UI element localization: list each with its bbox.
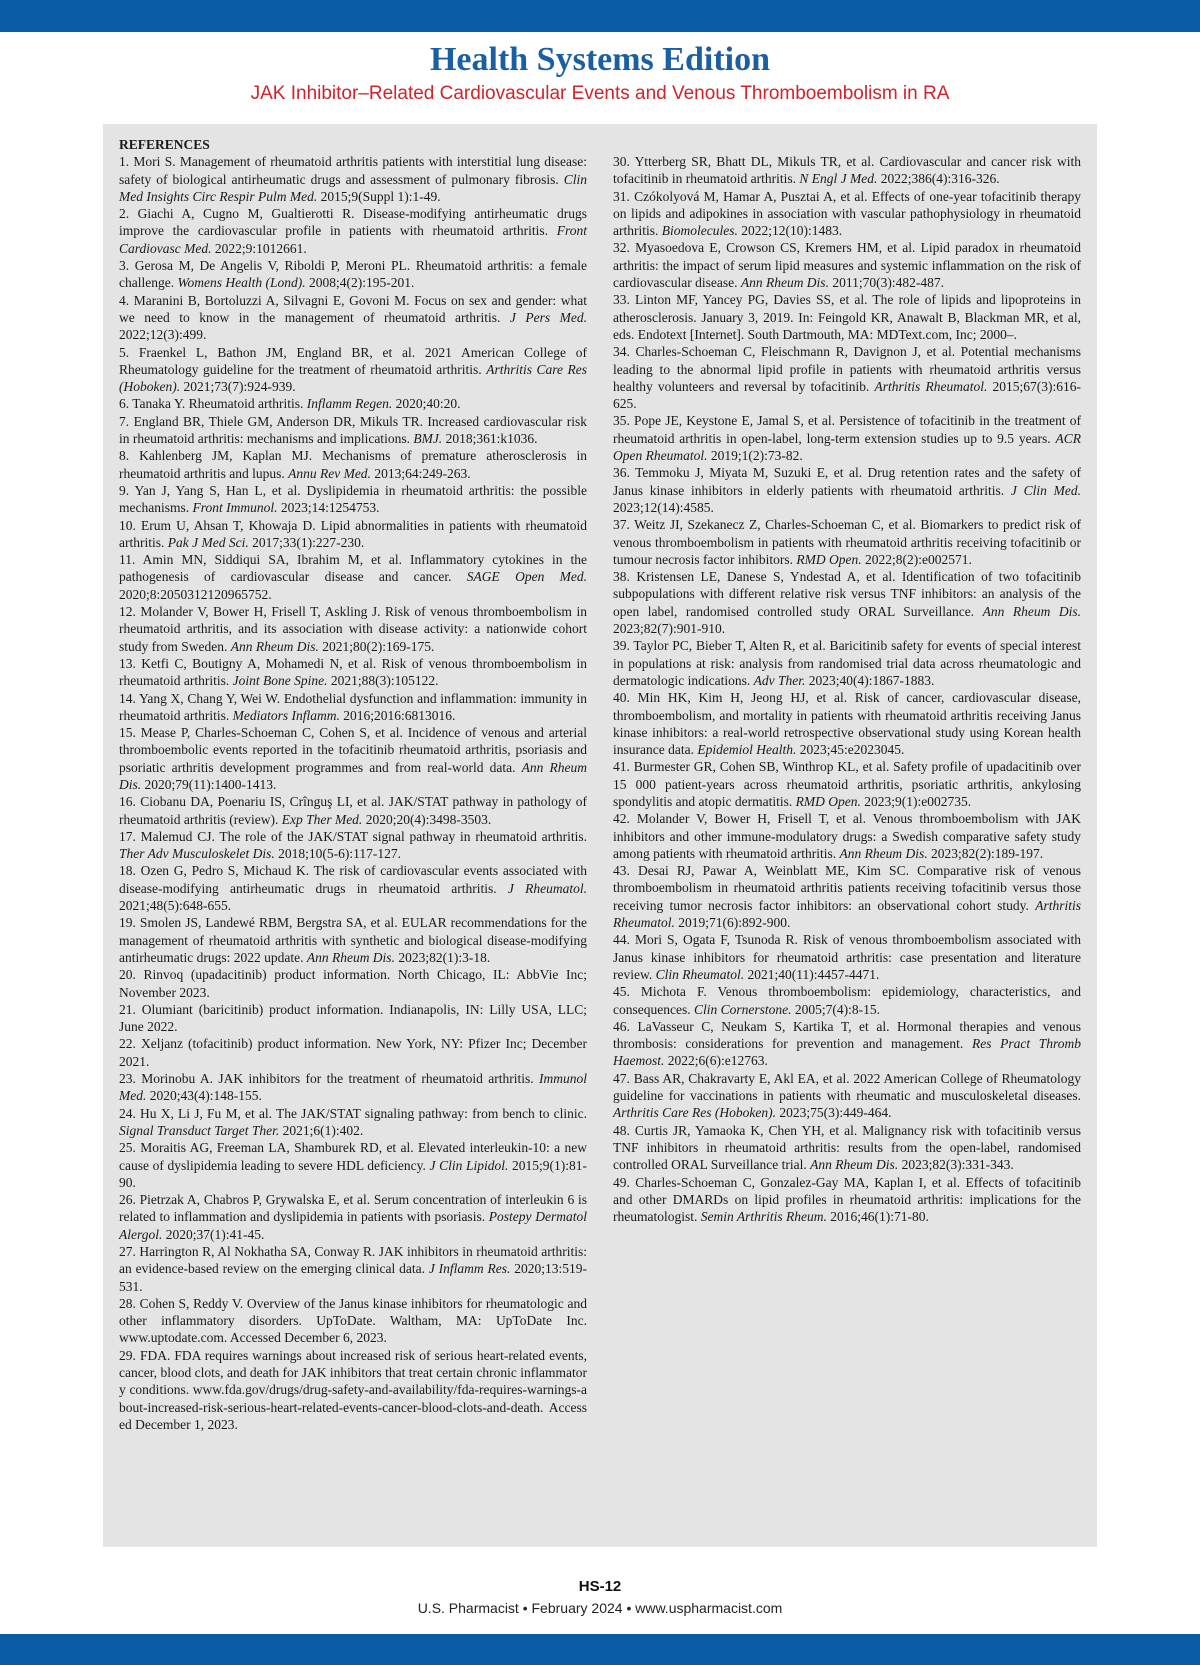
reference-citation: 2020;40:20.: [392, 396, 461, 412]
reference-text: 13. Ketfi C, Boutigny A, Mohamedi N, et al. Risk of venous thromboembolism in rheumatoid arthritis.: [119, 655, 587, 689]
reference-item: [613, 1018, 1081, 1070]
reference-journal: Ann Rheum Dis.: [982, 603, 1081, 619]
reference-text: 29. FDA. FDA requires warnings about increased risk of serious heart-related events, cancer, blood clots, and death for JAK inhibitors that treat certain chronic inflammatory conditions. www.fda.gov/drugs/drug-safety-and-availability/fda-requires-warnings-about-increased-risk-serious-heart-related-events-cancer-blood-clots-and-death. Accessed December 1, 2023.: [119, 1347, 587, 1432]
reference-journal: Mediators Inflamm.: [232, 707, 340, 723]
reference-item: [613, 239, 1081, 291]
reference-item: [613, 689, 1081, 758]
reference-text: 20. Rinvoq (upadacitinib) product information. North Chicago, IL: AbbVie Inc; November 2023.: [119, 967, 587, 1000]
references-heading: REFERENCES: [119, 137, 210, 152]
reference-text: 36. Temmoku J, Miyata M, Suzuki E, et al. Drug retention rates and the safety of Janus kinase inhibitors in elderly patients with rheumatoid arthritis.: [613, 465, 1081, 498]
reference-text: 47. Bass AR, Chakravarty E, Akl EA, et al. 2022 American College of Rheumatology guideline for vaccinations in patients with rheumatic and musculoskeletal diseases.: [613, 1070, 1081, 1104]
reference-text: 8. Kahlenberg JM, Kaplan MJ. Mechanisms of premature atherosclerosis in rheumatoid arthritis and lupus.: [119, 448, 587, 481]
reference-citation: 2020;43(4):148-155.: [146, 1088, 262, 1104]
reference-journal: N Engl J Med.: [799, 171, 878, 187]
reference-citation: 2019;1(2):73-82.: [707, 448, 803, 464]
reference-item: [119, 793, 587, 828]
reference-item: [613, 568, 1081, 637]
reference-citation: 2023;12(14):4585.: [613, 499, 714, 515]
reference-journal: ACR Open Rheumatol.: [613, 430, 1081, 464]
reference-item: [119, 551, 587, 603]
reference-journal: Biomolecules.: [661, 223, 738, 239]
reference-journal: J Inflamm Res.: [428, 1261, 511, 1277]
reference-citation: 2019;71(6):892-900.: [674, 915, 791, 931]
reference-item: [119, 1347, 587, 1433]
reference-text: 14. Yang X, Chang Y, Wei W. Endothelial dysfunction and inflammation: immunity in rheumatoid arthritis.: [119, 690, 587, 723]
reference-journal: Res Pract Thromb Haemost.: [613, 1036, 1081, 1069]
reference-journal: J Clin Med.: [1010, 482, 1081, 498]
reference-journal: Ann Rheum Dis.: [839, 845, 928, 861]
reference-journal: Ann Rheum Dis.: [810, 1157, 899, 1173]
reference-journal: Semin Arthritis Rheum.: [700, 1209, 827, 1225]
reference-journal: BMJ.: [413, 431, 443, 447]
reference-citation: 2011;70(3):482-487.: [828, 275, 944, 291]
reference-journal: Clin Cornerstone.: [693, 1001, 792, 1017]
references-column-left: [119, 136, 587, 1433]
reference-item: [119, 1001, 587, 1036]
reference-item: [119, 966, 587, 1001]
reference-journal: Clin Rheumatol.: [655, 966, 745, 982]
reference-citation: 2022;386(4):316-326.: [877, 171, 1000, 187]
reference-item: [119, 413, 587, 448]
reference-citation: 2017;33(1):227-230.: [248, 534, 365, 550]
reference-citation: 2016;2016:6813016.: [339, 707, 456, 723]
reference-citation: 2022;6(6):e12763.: [664, 1053, 768, 1069]
reference-item: [613, 1122, 1081, 1174]
reference-citation: 2022;12(10):1483.: [737, 223, 843, 239]
bottom-color-band: [0, 1634, 1200, 1665]
reference-text: 40. Min HK, Kim H, Jeong HJ, et al. Risk of cancer, cardiovascular disease, thromboembolism, and mortality in patients with rheumatoid arthritis receiving Janus kinase inhibitors: a real-world retrospective observational study using Korean health insurance data.: [613, 690, 1081, 758]
reference-citation: 2023;75(3):449-464.: [775, 1105, 892, 1121]
reference-text: 17. Malemud CJ. The role of the JAK/STAT signal pathway in rheumatoid arthritis.: [119, 828, 587, 844]
article-subtitle: JAK Inhibitor–Related Cardiovascular Events and Venous Thromboembolism in RA: [250, 83, 950, 104]
reference-item: [613, 343, 1081, 412]
reference-item: [613, 412, 1081, 464]
reference-citation: 2021;6(1):402.: [279, 1122, 364, 1138]
reference-text: 34. Charles-Schoeman C, Fleischmann R, Davignon J, et al. Potential mechanisms leading to the abnormal lipid profile in patients with rheumatoid arthritis versus healthy volunteers and reversal by tofacitinib.: [613, 344, 1081, 394]
reference-journal: Womens Health (Lond).: [177, 275, 306, 291]
reference-citation: 2018;10(5-6):117-127.: [274, 846, 401, 862]
reference-citation: 2021;73(7):924-939.: [180, 379, 296, 395]
reference-citation: 2021;48(5):648-655.: [119, 898, 232, 914]
reference-citation: 2023;14:1254753.: [277, 500, 380, 516]
reference-text: 7. England BR, Thiele GM, Anderson DR, Mikuls TR. Increased cardiovascular risk in rheumatoid arthritis: mechanisms and implications.: [119, 413, 587, 447]
reference-item: [119, 655, 587, 690]
reference-journal: Exp Ther Med.: [281, 811, 363, 827]
reference-text: 33. Linton MF, Yancey PG, Davies SS, et al. The role of lipids and lipoproteins in atherosclerosis. January 3, 2019. In: Feingold KR, Anawalt B, Blackman MR, et al, eds. Endotext [Internet]. South Dartmouth, MA: MDText.com, Inc; 2000–.: [613, 292, 1081, 342]
reference-text: 2. Giachi A, Cugno M, Gualtierotti R. Disease-modifying antirheumatic drugs improve the cardiovascular profile in patients with rheumatoid arthritis.: [119, 206, 587, 239]
reference-citation: 2015;67(3):616-625.: [613, 378, 1081, 412]
reference-item: [613, 153, 1081, 188]
reference-journal: Epidemiol Health.: [697, 742, 797, 758]
reference-citation: 2013;64:249-263.: [370, 465, 471, 481]
reference-item: [119, 447, 587, 482]
reference-citation: 2022;12(3):499.: [119, 327, 207, 343]
reference-citation: 2023;40(4):1867-1883.: [805, 672, 935, 688]
reference-text: 43. Desai RJ, Pawar A, Weinblatt ME, Kim SC. Comparative risk of venous thromboembolism in rheumatoid arthritis patients receiving tofacitinib versus those receiving tumor necrosis factor inhibitors: an observational cohort study.: [613, 863, 1081, 913]
reference-journal: Clin Med Insights Circ Respir Pulm Med.: [119, 171, 587, 204]
reference-citation: 2020;20(4):3498-3503.: [362, 811, 492, 827]
reference-item: [119, 1035, 587, 1070]
reference-journal: Ann Rheum Dis.: [230, 638, 319, 654]
reference-text: 32. Myasoedova E, Crowson CS, Kremers HM, et al. Lipid paradox in rheumatoid arthritis: the impact of serum lipid measures and systemic inflammation on the risk of cardiovascular disease.: [613, 240, 1081, 291]
reference-citation: 2023;9(1):e002735.: [860, 793, 972, 809]
reference-journal: Ther Adv Musculoskelet Dis.: [119, 846, 275, 862]
reference-text: 6. Tanaka Y. Rheumatoid arthritis.: [119, 396, 307, 412]
reference-text: 18. Ozen G, Pedro S, Michaud K. The risk of cardiovascular events associated with disease-modifying antirheumatic drugs in rheumatoid arthritis.: [119, 863, 587, 896]
reference-text: 45. Michota F. Venous thromboembolism: epidemiology, characteristics, and consequences.: [613, 984, 1081, 1017]
references-column-right: [613, 136, 1081, 1433]
reference-text: 24. Hu X, Li J, Fu M, et al. The JAK/STAT signaling pathway: from bench to clinic.: [119, 1105, 587, 1121]
reference-journal: Arthritis Care Res (Hoboken).: [119, 361, 587, 395]
reference-item: [119, 205, 587, 257]
reference-journal: RMD Open.: [795, 793, 861, 809]
reference-item: [119, 724, 587, 793]
reference-text: 38. Kristensen LE, Danese S, Yndestad A, et al. Identification of two tofacitinib subpopulations with different relative risk versus TNF inhibitors: an analysis of the open label, randomised controlled study ORAL Surveillance.: [613, 569, 1081, 619]
reference-text: 30. Ytterberg SR, Bhatt DL, Mikuls TR, et al. Cardiovascular and cancer risk with tofacitinib in rheumatoid arthritis.: [613, 154, 1081, 187]
reference-item: [119, 344, 587, 396]
reference-item: [119, 828, 587, 863]
reference-text: 23. Morinobu A. JAK inhibitors for the treatment of rheumatoid arthritis.: [119, 1071, 539, 1087]
reference-journal: SAGE Open Med.: [466, 569, 587, 585]
reference-text: 15. Mease P, Charles-Schoeman C, Cohen S, et al. Incidence of venous and arterial thromboembolic events reported in the tofacitinib rheumatoid arthritis, psoriasis and psoriatic arthritis development programmes and from real-world data.: [119, 725, 587, 775]
reference-citation: 2015;9(Suppl 1):1-49.: [317, 188, 441, 204]
reference-item: [613, 983, 1081, 1018]
reference-text: 25. Moraitis AG, Freeman LA, Shamburek RD, et al. Elevated interleukin-10: a new cause of dyslipidemia leading to severe HDL deficiency.: [119, 1140, 587, 1173]
reference-item: [119, 603, 587, 655]
reference-item: [119, 482, 587, 517]
reference-item: [613, 188, 1081, 240]
reference-item: [119, 690, 587, 725]
reference-text: 3. Gerosa M, De Angelis V, Riboldi P, Meroni PL. Rheumatoid arthritis: a female challenge.: [119, 258, 587, 291]
reference-item: [119, 1070, 587, 1105]
reference-item: [119, 395, 587, 412]
reference-citation: 2021;40(11):4457-4471.: [744, 966, 880, 982]
reference-item: [613, 758, 1081, 810]
reference-item: [613, 637, 1081, 689]
reference-text: 21. Olumiant (baricitinib) product information. Indianapolis, IN: Lilly USA, LLC; June 2022.: [119, 1001, 587, 1035]
reference-text: 16. Ciobanu DA, Poenariu IS, Crînguş LI, et al. JAK/STAT pathway in pathology of rheumatoid arthritis (review).: [119, 794, 587, 827]
reference-journal: Immunol Med.: [119, 1071, 587, 1104]
reference-text: 19. Smolen JS, Landewé RBM, Bergstra SA, et al. EULAR recommendations for the management of rheumatoid arthritis with synthetic and biological disease-modifying antirheumatic drugs: 2022 update.: [119, 915, 587, 965]
reference-text: 49. Charles-Schoeman C, Gonzalez-Gay MA, Kaplan I, et al. Effects of tofacitinib and other DMARDs on lipid profiles in rheumatoid arthritis: implications for the rheumatologist.: [613, 1174, 1081, 1225]
reference-text: 46. LaVasseur C, Neukam S, Kartika T, et al. Hormonal therapies and venous thrombosis: considerations for prevention and management.: [613, 1018, 1081, 1052]
reference-item: [119, 153, 587, 205]
reference-journal: RMD Open.: [796, 551, 862, 567]
reference-text: 41. Burmester GR, Cohen SB, Winthrop KL, et al. Safety profile of upadacitinib over 15 000 patient-years across rheumatoid arthritis, psoriatic arthritis, ankylosing spondylitis and atopic dermatitis.: [613, 759, 1081, 809]
reference-journal: J Clin Lipidol.: [429, 1157, 509, 1173]
reference-citation: 2020;37(1):41-45.: [162, 1226, 265, 1242]
reference-citation: 2023;82(2):189-197.: [927, 845, 1044, 861]
reference-text: 42. Molander V, Bower H, Frisell T, et al. Venous thromboembolism with JAK inhibitors and other immune-modulatory drugs: a Swedish comparative safety study among patients with rheumatoid arthritis.: [613, 811, 1081, 861]
reference-citation: 2015;9(1):81-90.: [119, 1157, 587, 1190]
reference-text: 5. Fraenkel L, Bathon JM, England BR, et al. 2021 American College of Rheumatology guideline for the treatment of rheumatoid arthritis.: [119, 344, 587, 377]
reference-journal: Postepy Dermatol Alergol.: [119, 1209, 587, 1242]
reference-citation: 2008;4(2):195-201.: [305, 275, 415, 291]
edition-title: Health Systems Edition: [429, 41, 771, 78]
reference-journal: Adv Ther.: [753, 672, 806, 688]
reference-item: [119, 1139, 587, 1191]
reference-citation: 2016;46(1):71-80.: [826, 1209, 929, 1225]
reference-item: [119, 257, 587, 292]
page-number: HS-12: [578, 1578, 622, 1595]
reference-journal: Front Immunol.: [192, 500, 278, 516]
reference-journal: Pak J Med Sci.: [167, 534, 249, 550]
reference-item: [613, 1174, 1081, 1226]
reference-item: [613, 810, 1081, 862]
reference-journal: Ann Rheum Dis.: [119, 759, 587, 792]
reference-text: 28. Cohen S, Reddy V. Overview of the Janus kinase inhibitors for rheumatologic and other inflammatory disorders. UpToDate. Waltham, MA: UpToDate Inc. www.uptodate.com. Accessed December 6, 2023.: [119, 1295, 587, 1346]
reference-citation: 2022;9:1012661.: [211, 240, 307, 256]
reference-citation: 2021;80(2):169-175.: [318, 638, 435, 654]
reference-citation: 2023;82(1):3-18.: [394, 949, 491, 965]
reference-text: 26. Pietrzak A, Chabros P, Grywalska E, et al. Serum concentration of interleukin 6 is related to inflammation and dyslipidemia in patients with psoriasis.: [119, 1192, 587, 1225]
reference-text: 9. Yan J, Yang S, Han L, et al. Dyslipidemia in rheumatoid arthritis: the possible mechanisms.: [119, 482, 587, 516]
reference-citation: 2005;7(4):8-15.: [791, 1001, 880, 1017]
reference-citation: 2020;8:2050312120965752.: [119, 586, 272, 602]
reference-text: 4. Maranini B, Bortoluzzi A, Silvagni E, Govoni M. Focus on sex and gender: what we need to know in the management of rheumatoid arthritis.: [119, 292, 587, 325]
reference-item: [119, 1243, 587, 1295]
reference-item: [613, 291, 1081, 343]
reference-journal: Signal Transduct Target Ther.: [119, 1122, 280, 1138]
reference-journal: Ann Rheum Dis.: [306, 949, 395, 965]
reference-journal: Arthritis Rheumatol.: [874, 378, 988, 394]
reference-journal: Inflamm Regen.: [306, 396, 393, 412]
reference-item: [119, 862, 587, 914]
reference-text: 37. Weitz JI, Szekanecz Z, Charles-Schoeman C, et al. Biomarkers to predict risk of venous thromboembolism in patients with rheumatoid arthritis receiving tofacitinib or tumour necrosis factor inhibitors.: [613, 517, 1081, 567]
reference-journal: J Rheumatol.: [507, 880, 587, 896]
reference-text: 31. Czókolyová M, Hamar A, Pusztai A, et al. Effects of one-year tofacitinib therapy on lipids and adipokines in association with vascular pathophysiology in rheumatoid arthritis.: [613, 188, 1081, 239]
reference-text: 10. Erum U, Ahsan T, Khowaja D. Lipid abnormalities in patients with rheumatoid arthritis.: [119, 517, 587, 550]
reference-journal: Front Cardiovasc Med.: [119, 223, 587, 256]
reference-text: 39. Taylor PC, Bieber T, Alten R, et al. Baricitinib safety for events of special interest in populations at risk: analysis from randomised trial data across rheumatologic and dermatologic indications.: [613, 638, 1081, 688]
reference-item: [119, 292, 587, 344]
reference-item: [119, 1105, 587, 1140]
reference-item: [613, 931, 1081, 983]
reference-item: [613, 1070, 1081, 1122]
reference-item: [613, 464, 1081, 516]
reference-text: 27. Harrington R, Al Nokhatha SA, Conway R. JAK inhibitors in rheumatoid arthritis: an evidence-based review on the emerging clinical data.: [119, 1244, 587, 1277]
reference-text: 35. Pope JE, Keystone E, Jamal S, et al. Persistence of tofacitinib in the treatment of rheumatoid arthritis in open-label, long-term extension studies up to 9.5 years.: [613, 413, 1081, 446]
reference-citation: 2023;82(3):331-343.: [898, 1157, 1014, 1173]
publication-footer: U.S. Pharmacist • February 2024 • www.uspharmacist.com: [417, 1600, 783, 1616]
reference-journal: Annu Rev Med.: [288, 465, 371, 481]
reference-journal: Joint Bone Spine.: [232, 673, 328, 689]
reference-journal: J Pers Med.: [509, 309, 587, 325]
reference-citation: 2023;82(7):901-910.: [613, 621, 726, 637]
reference-journal: Arthritis Care Res (Hoboken).: [613, 1105, 776, 1121]
reference-text: 48. Curtis JR, Yamaoka K, Chen YH, et al. Malignancy risk with tofacitinib versus TNF inhibitors in rheumatoid arthritis: results from the open-label, randomised controlled ORAL Surveillance trial.: [613, 1122, 1081, 1173]
reference-text: 11. Amin MN, Siddiqui SA, Ibrahim M, et al. Inflammatory cytokines in the pathogenesis of cardiovascular disease and cancer.: [119, 552, 587, 585]
reference-citation: 2020;79(11):1400-1413.: [141, 776, 277, 792]
reference-item: [119, 914, 587, 966]
reference-text: 22. Xeljanz (tofacitinib) product information. New York, NY: Pfizer Inc; December 2021.: [119, 1036, 587, 1069]
reference-item: [613, 862, 1081, 931]
reference-text: 1. Mori S. Management of rheumatoid arthritis patients with interstitial lung disease: safety of biological antirheumatic drugs and assessment of pulmonary fibrosis.: [119, 154, 587, 187]
reference-citation: 2022;8(2):e002571.: [861, 551, 972, 567]
reference-journal: Ann Rheum Dis.: [740, 275, 829, 291]
references-columns: [119, 136, 1081, 1433]
reference-journal: Arthritis Rheumatol.: [613, 897, 1081, 931]
reference-item: [119, 1191, 587, 1243]
reference-citation: 2021;88(3):105122.: [327, 673, 439, 689]
reference-text: 12. Molander V, Bower H, Frisell T, Askling J. Risk of venous thromboembolism in rheumatoid arthritis, and its association with disease activity: a nationwide cohort study from Sweden.: [119, 604, 587, 654]
top-color-band: [0, 0, 1200, 32]
reference-item: [613, 516, 1081, 568]
reference-citation: 2018;361:k1036.: [442, 431, 538, 447]
reference-text: 44. Mori S, Ogata F, Tsunoda R. Risk of venous thromboembolism associated with Janus kinase inhibitors for rheumatoid arthritis: case presentation and literature review.: [613, 932, 1081, 982]
references-box: [103, 124, 1097, 1547]
reference-citation: 2020;13:519-531.: [119, 1261, 587, 1294]
reference-item: [119, 1295, 587, 1347]
reference-item: [119, 517, 587, 552]
reference-citation: 2023;45:e2023045.: [796, 742, 905, 758]
